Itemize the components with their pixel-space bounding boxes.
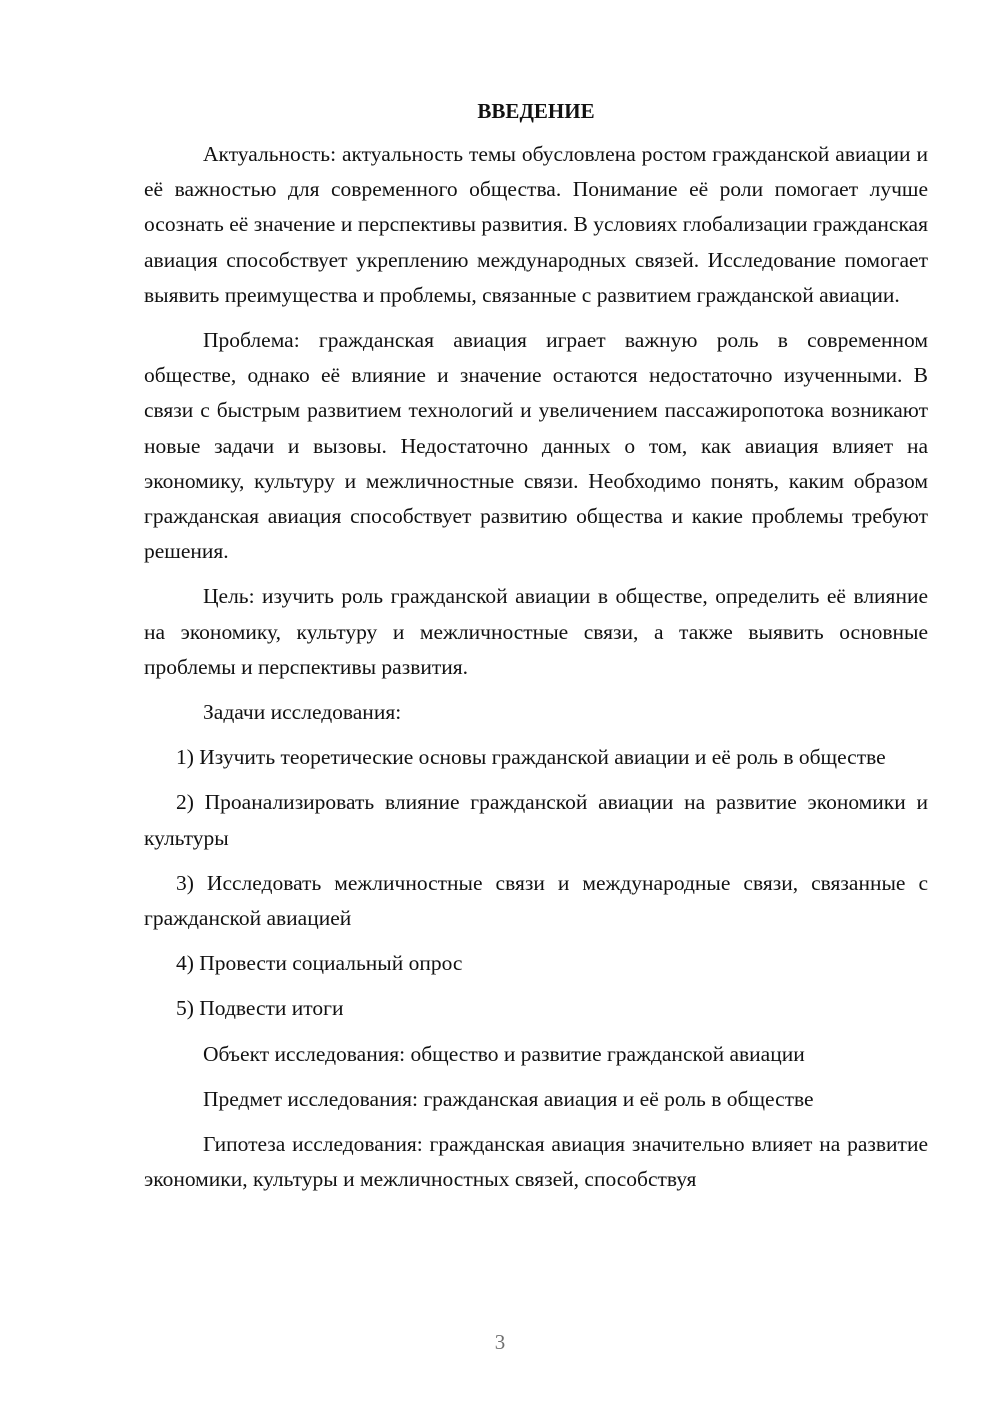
task-item-1: 1) Изучить теоретические основы гражданской авиации и её роль в обществе <box>176 745 886 770</box>
relevance-paragraph: Актуальность: актуальность темы обусловлена ростом гражданской авиации и её важностью для современного общества. Понимание её роли помогает лучше осознать её значение и перспективы развития. В условиях глобализации гражданская авиация способствует укреплению международных связей. Исследование помогает выявить преимущества и проблемы, связанные с развитием гражданской авиации. <box>144 142 928 307</box>
problem-paragraph: Проблема: гражданская авиация играет важную роль в современном обществе, однако её влияние и значение остаются недостаточно изученными. В связи с быстрым развитием технологий и увеличением пассажиропотока возникают новые задачи и вызовы. Недостаточно данных о том, как авиация влияет на экономику, культуру и межличностные связи. Необходимо понять, каким образом гражданская авиация способствует развитию общества и какие проблемы требуют решения. <box>144 328 928 564</box>
task-item-2: 2) Проанализировать влияние гражданской авиации на развитие экономики и культуры <box>144 790 928 850</box>
task-item-4: 4) Провести социальный опрос <box>176 951 463 976</box>
tasks-heading: Задачи исследования: <box>203 700 402 725</box>
page-number: 3 <box>494 1330 506 1354</box>
document-page <box>144 93 928 1207</box>
research-object: Объект исследования: общество и развитие гражданской авиации <box>203 1041 805 1066</box>
task-item-5: 5) Подвести итоги <box>176 996 344 1021</box>
task-item-3: 3) Исследовать межличностные связи и международные связи, связанные с гражданской авиацией <box>144 870 928 931</box>
page-title: ВВЕДЕНИЕ <box>477 99 595 123</box>
goal-paragraph: Цель: изучить роль гражданской авиации в обществе, определить её влияние на экономику, культуру и межличностные связи, а также выявить основные проблемы и перспективы развития. <box>144 584 928 679</box>
research-subject: Предмет исследования: гражданская авиация и её роль в обществе <box>203 1086 814 1111</box>
research-hypothesis: Гипотеза исследования: гражданская авиация значительно влияет на развитие экономики, культуры и межличностных связей, способствуя <box>144 1132 928 1192</box>
